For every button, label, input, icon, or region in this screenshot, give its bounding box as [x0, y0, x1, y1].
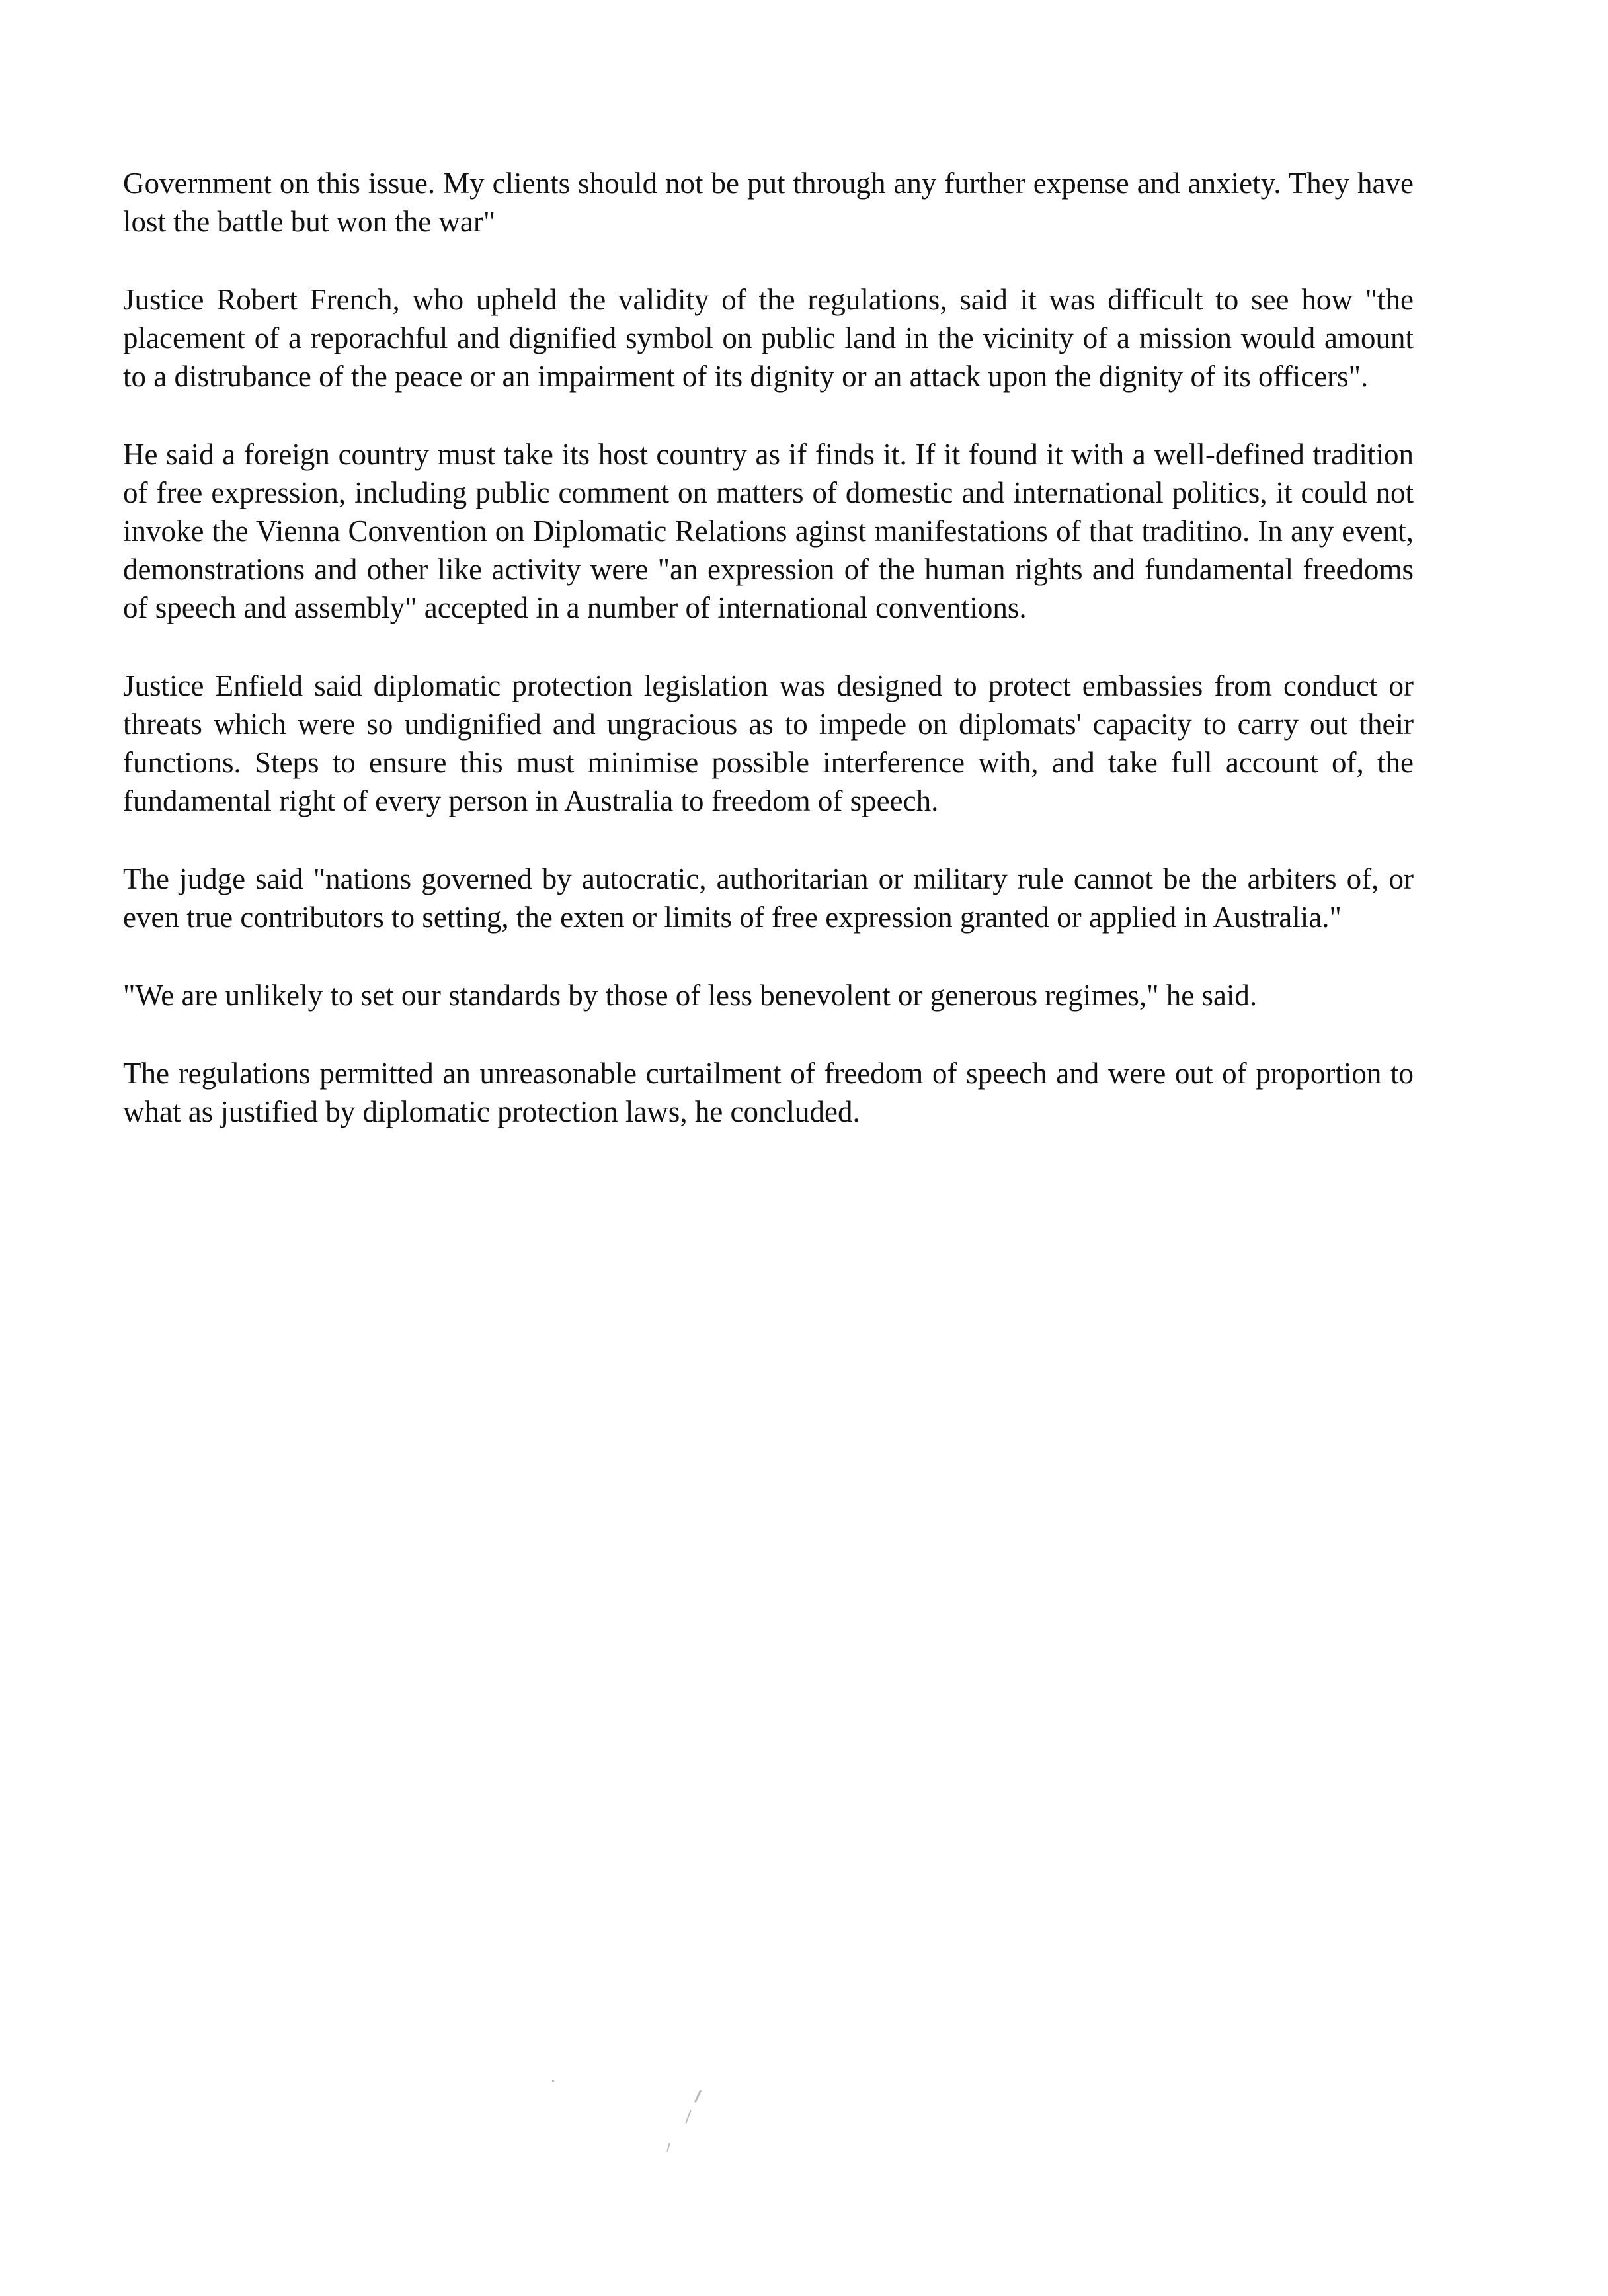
- paragraph-foreign-country: He said a foreign country must take its host country as if finds it. If it found it with a well-defined tradition of free expression, including public comment on matters of domestic and international politics, it could not invoke the Vienna Convention on Diplomatic Relations aginst manifestations of that traditino. In any event, demonstrations and other like activity were "an expression of the human rights and fundamental freedoms of speech and assembly" accepted in a number of international conventions.: [123, 438, 1414, 624]
- paragraph-judge-said: The judge said "nations governed by autocratic, authoritarian or military rule cannot be the arbiters of, or even true contributors to setting, the exten or limits of free expression granted or applied in Australia.": [123, 862, 1414, 934]
- paragraph-justice-enfield: Justice Enfield said diplomatic protection legislation was designed to protect embassies from conduct or threats which were so undignified and ungracious as to impede on diplomats' capacity to carry out their functions. Steps to ensure this must minimise possible interference with, and take full account of, the fundamental right of every person in Australia to freedom of speech.: [123, 669, 1414, 817]
- paragraph-government-issue: Government on this issue. My clients should not be put through any further expense and anxiety. They have lost the battle but won the war": [123, 167, 1414, 238]
- paragraph-justice-french: Justice Robert French, who upheld the validity of the regulations, said it was difficult to see how "the placement of a reporachful and dignified symbol on public land in the vicinity of a mission would amount to a distrubance of the peace or an impairment of its dignity or an attack upon the dignity of its officers".: [123, 283, 1414, 393]
- document-page: [123, 164, 1414, 1170]
- scan-mark: [552, 2080, 554, 2082]
- paragraph-regulations-conclusion: The regulations permitted an unreasonable curtailment of freedom of speech and were out of proportion to what as justified by diplomatic protection laws, he concluded.: [123, 1057, 1414, 1128]
- scan-mark: [685, 2110, 691, 2123]
- scan-mark: [666, 2143, 670, 2152]
- scan-mark: [694, 2090, 702, 2102]
- paragraph-standards-quote: "We are unlikely to set our standards by those of less benevolent or generous regimes," he said.: [123, 979, 1258, 1012]
